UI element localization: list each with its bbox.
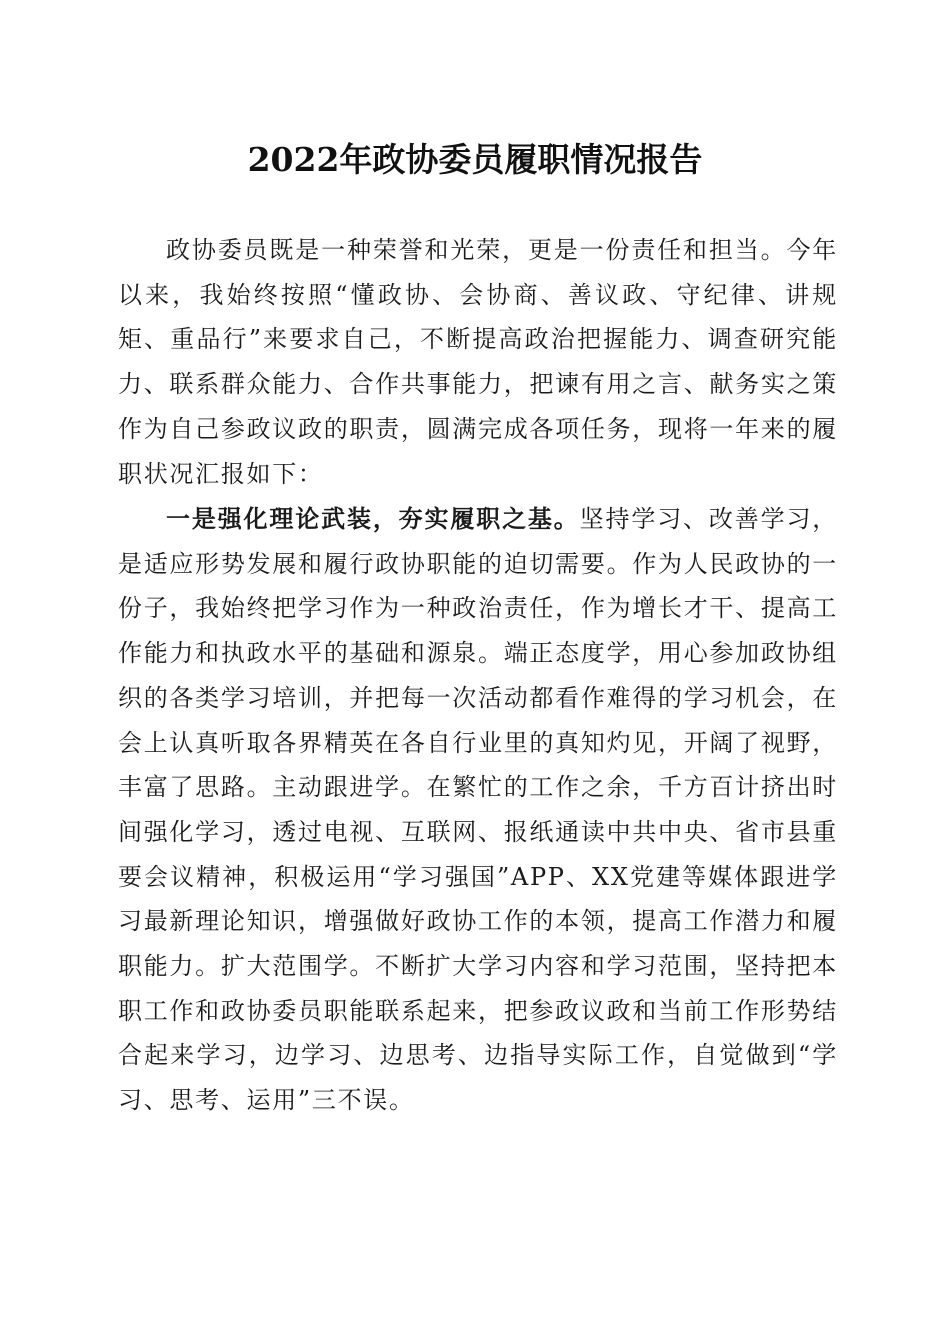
section-one-text: 坚持学习、改善学习，是适应形势发展和履行政协职能的迫切需要。作为人民政协的一份子，我始终把学习作为一种政治责任，作为增长才干、提高工作能力和执政水平的基础和源泉。端正态度学，用心参加政协组织的各类学习培训，并把每一次活动都看作难得的学习机会，在会上认真听取各界精英在各自行业里的真知灼见，开阔了视野，丰富了思路。主动跟进学。在繁忙的工作之余，千方百计挤出时间强化学习，透过电视、互联网、报纸通读中共中央、省市县重要会议精神，积极运用“学习强国”APP、XX党建等媒体跟进学习最新理论知识，增强做好政协工作的本领，提高工作潜力和履职能力。扩大范围学。不断扩大学习内容和学习范围，坚持把本职工作和政协委员职能联系起来，把参政议政和当前工作形势结合起来学习，边学习、边思考、边指导实际工作，自觉做到“学习、思考、运用”三不误。 xyxy=(118,505,839,1115)
paragraph-intro-text: 政协委员既是一种荣誉和光荣，更是一份责任和担当。今年以来，我始终按照“懂政协、会协商、善议政、守纪律、讲规矩、重品行”来要求自己，不断提高政治把握能力、调查研究能力、联系群众能力、合作共事能力，把谏有用之言、献务实之策作为自己参政议政的职责，圆满完成各项任务，现将一年来的履职状况汇报如下： xyxy=(118,236,838,488)
section-one-lead: 一是强化理论武装，夯实履职之基。 xyxy=(166,504,580,533)
document-title: 2022年政协委员履职情况报告 xyxy=(247,140,703,179)
paragraph-section-one xyxy=(118,497,838,1123)
paragraph-intro xyxy=(118,228,838,496)
